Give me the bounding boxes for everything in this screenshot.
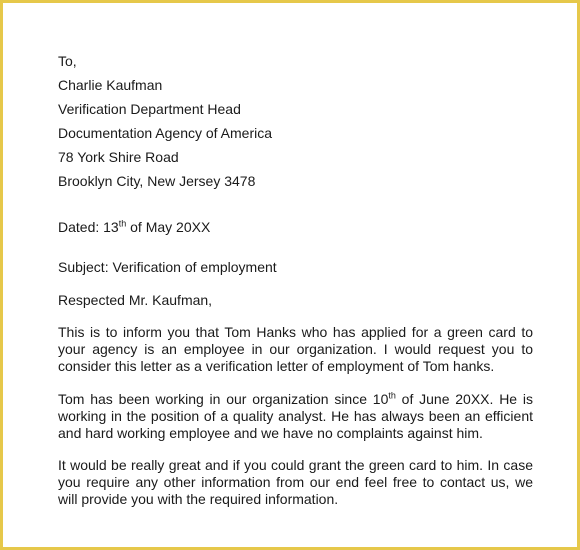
recipient-city: Brooklyn City, New Jersey 3478 <box>58 173 256 189</box>
recipient-name: Charlie Kaufman <box>58 77 163 93</box>
letter-date <box>58 218 210 236</box>
date-suffix: of May 20XX <box>126 219 211 235</box>
date-prefix: Dated: 13 <box>58 219 119 235</box>
to-label: To, <box>58 53 77 69</box>
date-ordinal: th <box>118 218 127 229</box>
recipient-organization: Documentation Agency of America <box>58 125 273 141</box>
paragraph-2-rest: of June 20XX. He is working in the position of a quality analyst. He has always been an efficient and hard working employee and we have no complaints against him. <box>58 391 533 441</box>
recipient-address-block <box>58 49 272 193</box>
paragraph-2-ordinal: th <box>388 390 396 401</box>
letter-subject: Subject: Verification of employment <box>58 259 277 275</box>
recipient-title: Verification Department Head <box>58 101 241 117</box>
body-paragraph-1: This is to inform you that Tom Hanks who has applied for a green card to your agency is an employee in our organization. I would request you to consider this letter as a verification letter of employment of Tom hanks. <box>58 324 533 374</box>
paragraph-2-start: Tom has been working in our organization since 10 <box>58 391 389 407</box>
recipient-street: 78 York Shire Road <box>58 149 179 165</box>
letter-salutation: Respected Mr. Kaufman, <box>58 292 213 308</box>
body-paragraph-2 <box>58 391 533 442</box>
body-paragraph-3: It would be really great and if you could grant the green card to him. In case you require any other information from our end feel free to contact us, we will provide you with the required information. <box>58 457 533 507</box>
